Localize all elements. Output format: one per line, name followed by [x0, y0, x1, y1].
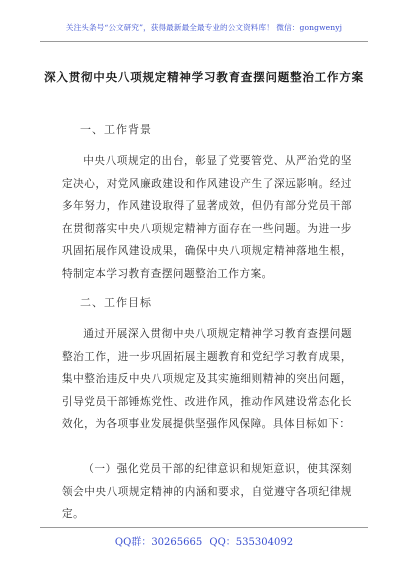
- paragraph-background: 中央八项规定的出台，彰显了党要管党、从严治党的坚定决心，对党风廉政建设和作风建设产生了深远影响。经过多年努力，作风建设取得了显著成效，但仍有部分党员干部在贯彻落实中央八项规定精神方面存在一些问题。为进一步巩固拓展作风建设成果，确保中央八项规定精神落地生根，特制定本学习教育查摆问题整治工作方案。: [62, 155, 352, 280]
- header-divider: [40, 41, 368, 42]
- paragraph-goals: 通过开展深入贯彻中央八项规定精神学习教育查摆问题整治工作，进一步巩固拓展主题教育和党纪学习教育成果，集中整治违反中央八项规定及其实施细则精神的突出问题，引导党员干部锤炼党性、改进作风，推动作风建设常态化长效化，为各项事业发展提供坚强作风保障。具体目标如下：: [62, 328, 352, 430]
- paragraph-goal-item-1: （一）强化党员干部的纪律意识和规矩意识，使其深刻领会中央八项规定精神的内涵和要求，自觉遵守各项纪律规定。: [62, 463, 352, 520]
- section-heading-background: 一、工作背景: [80, 123, 152, 136]
- footer-contact: QQ群：30265665 QQ：535304092: [114, 537, 294, 548]
- section-heading-goals: 二、工作目标: [80, 296, 152, 309]
- footer-divider: [40, 527, 368, 528]
- header-note: 关注头条号“公文研究”，获得最新最全最专业的公文资料库！ 微信：gongwenyj: [65, 23, 343, 32]
- document-title: 深入贯彻中央八项规定精神学习教育查摆问题整治工作方案: [44, 70, 364, 84]
